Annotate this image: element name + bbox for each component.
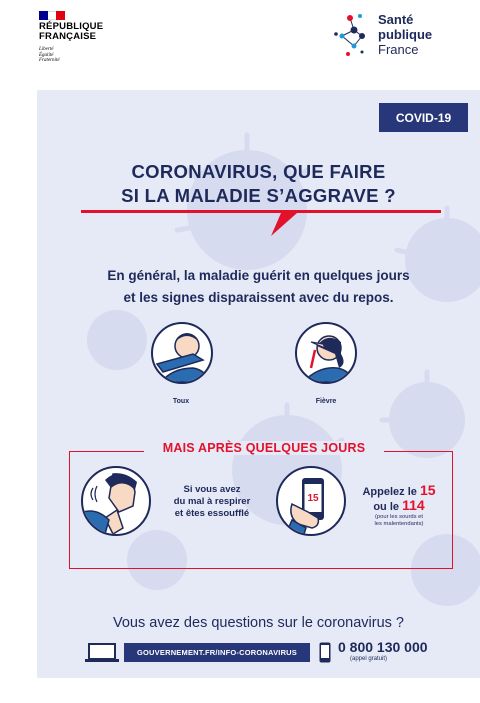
title-line1: CORONAVIRUS, QUE FAIRE [131,161,386,182]
questions-heading: Vous avez des questions sur le coronavirus ? [113,615,404,631]
poster-title [37,160,480,208]
intro-text [37,265,480,309]
sante-publique-france-name [378,12,432,57]
republic-motto [39,47,60,64]
intro-line1: En général, la maladie guérit en quelques jours [107,268,410,283]
french-flag-icon [39,11,65,20]
call-note [359,514,439,528]
motto-line3: Fraternité [39,58,60,63]
call-line1 [349,484,449,499]
symptom-label-fievre: Fièvre [315,398,337,405]
breath-line2: du mal à respirer [173,496,251,507]
covid-poster [37,90,480,678]
document-reference-text [26,609,30,610]
emergency-number-114: 114 [402,497,425,513]
breath-line1: Si vous avez [183,484,241,495]
title-line2: SI LA MALADIE S’AGGRAVE ? [121,185,396,206]
phone-screen-number: 15 [307,493,319,504]
mobile-phone-icon [319,642,331,663]
motto-line2: Égalité [39,52,54,58]
government-website-link[interactable]: GOUVERNEMENT.FR/INFO-CORONAVIRUS [124,643,310,662]
laptop-icon [85,643,119,663]
breath-line3: et êtes essoufflé [174,508,250,519]
republique-francaise-logo [39,22,103,42]
call-note-line1: (pour les sourds et [374,514,423,520]
symptom-label-toux: Toux [172,398,190,405]
warning-heading: MAIS APRÈS QUELQUES JOURS [144,441,384,455]
phone-call-icon [276,466,346,536]
call-mid: ou le [373,501,403,513]
free-call-note: (appel gratuit) [350,656,388,662]
motto-line1: Liberté [39,47,54,52]
call-note-line2: les malentendants) [374,521,424,527]
cough-icon [151,322,213,384]
call-prefix: Appelez le [362,486,420,498]
emergency-number-15: 15 [419,482,436,498]
call-instructions [349,484,449,514]
speech-bubble-underline-icon [71,202,451,242]
sante-publique-france-logo-icon [332,10,382,60]
info-phone-number[interactable]: 0 800 130 000 [338,639,428,655]
agency-line2: publique [378,27,433,42]
intro-line2: et les signes disparaissent avec du repos. [123,290,394,305]
breathing-difficulty-icon [81,466,151,536]
covid-19-badge: COVID-19 [379,103,468,132]
agency-line3: France [378,42,419,57]
fever-icon [295,322,357,384]
call-line2 [349,499,449,514]
republic-line1: RÉPUBLIQUE [39,21,104,32]
republic-line2: FRANÇAISE [39,31,97,42]
agency-line1: Santé [378,12,414,27]
breathing-difficulty-text [157,484,267,520]
